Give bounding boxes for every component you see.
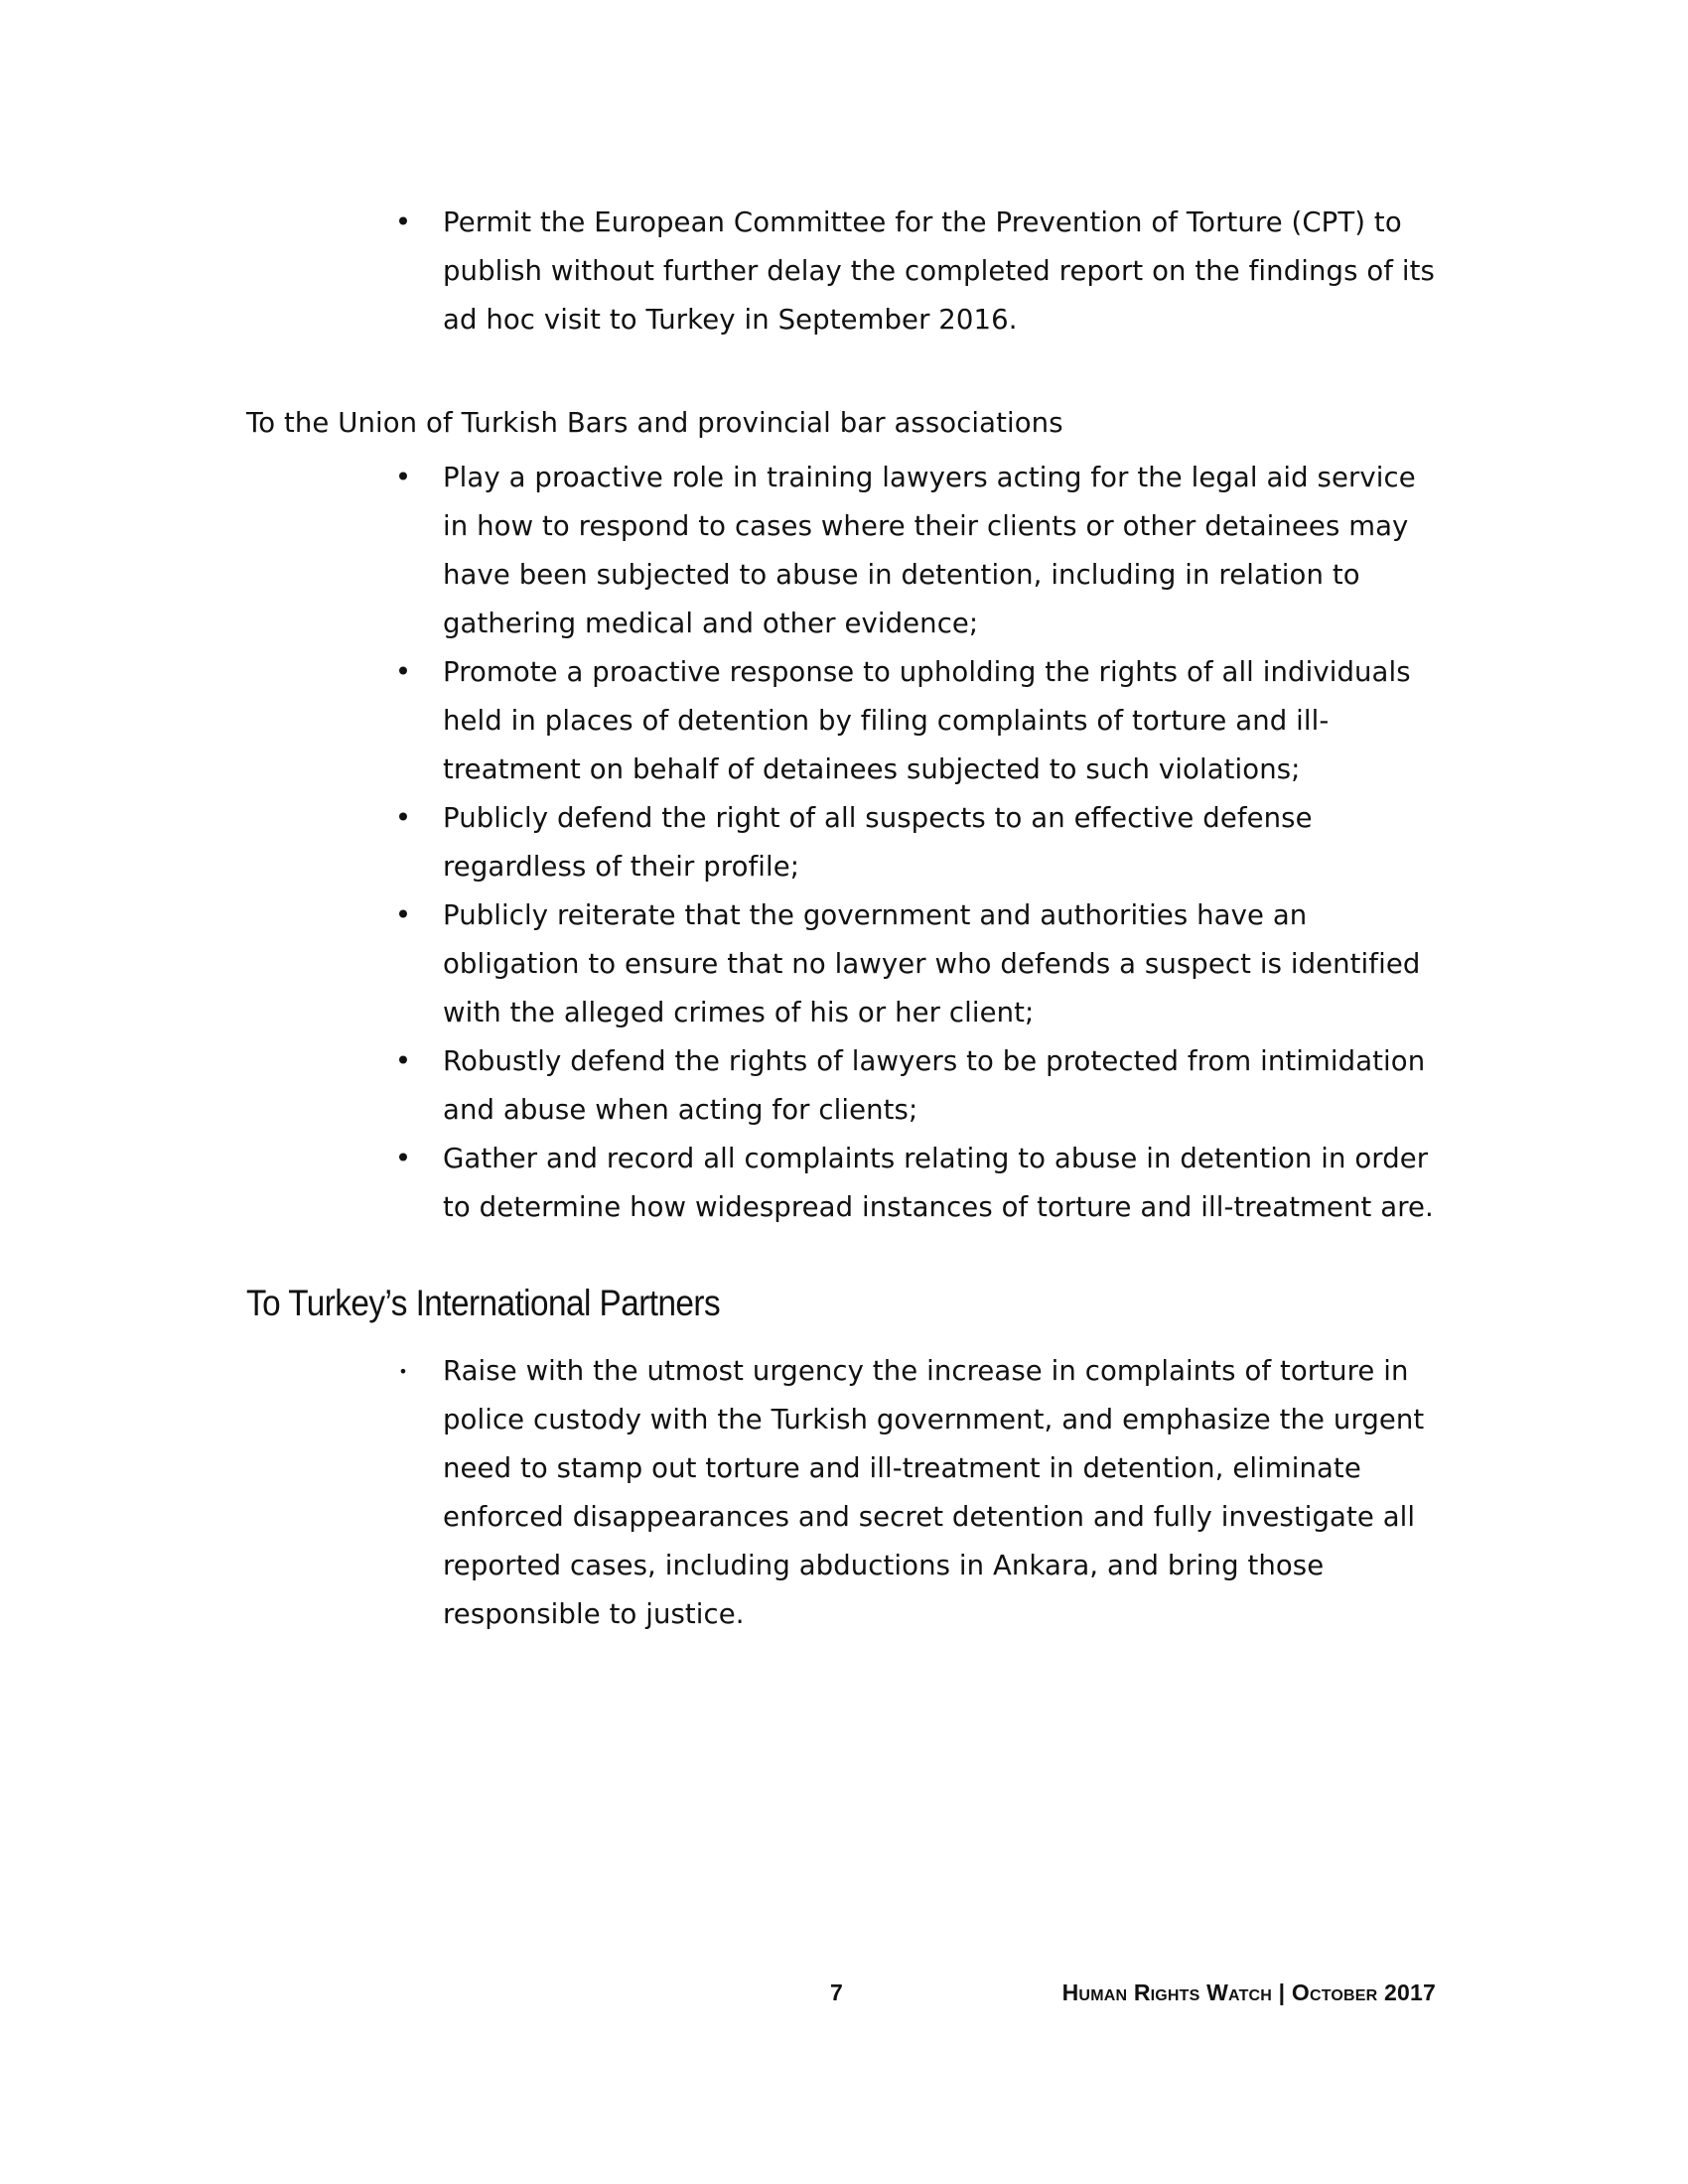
- bullet-icon: •: [394, 1045, 412, 1077]
- list-item: [394, 1135, 1436, 1232]
- list-item: [394, 454, 1436, 648]
- list-item: [394, 648, 1436, 794]
- bullet-icon: •: [398, 1362, 408, 1381]
- bar-associations-recommendation-list: [394, 454, 1436, 1232]
- bullet-icon: •: [394, 462, 412, 493]
- bullet-icon: •: [394, 1143, 412, 1174]
- list-item-text: Raise with the utmost urgency the increase in complaints of torture in police custody with the Turkish government, and emphasize the urgent need to stamp out torture and ill-treatment in detention, eliminate enforced disappearances and secret detention and fully investigate all reported cases, including abductions in Ankara, and bring those responsible to justice.: [443, 1355, 1425, 1630]
- footer-publication-label: Human Rights Watch | October 2017: [1061, 1979, 1436, 2005]
- list-item-text: Publicly defend the right of all suspects to an effective defense regardless of their profile;: [443, 802, 1313, 883]
- list-item: [394, 891, 1436, 1037]
- list-item: [398, 1347, 1436, 1639]
- list-item: [394, 1037, 1436, 1135]
- page-number: 7: [830, 1979, 843, 2005]
- section-heading: To Turkey’s International Partners: [246, 1283, 721, 1323]
- list-item-text: Gather and record all complaints relating to abuse in detention in order to determine how widespread instances of torture and ill-treatment are.: [443, 1143, 1434, 1223]
- list-item-text: Permit the European Committee for the Prevention of Torture (CPT) to publish without further delay the completed report on the findings of its ad hoc visit to Turkey in September 2016.: [443, 206, 1435, 336]
- list-item-text: Play a proactive role in training lawyers acting for the legal aid service in how to respond to cases where their clients or other detainees may have been subjected to abuse in detention, including in relation to gathering medical and other evidence;: [443, 462, 1416, 639]
- bullet-icon: •: [394, 899, 412, 931]
- bullet-icon: •: [394, 206, 412, 238]
- list-item: [394, 199, 1436, 344]
- list-item-text: Publicly reiterate that the government and authorities have an obligation to ensure that no lawyer who defends a suspect is identified with the alleged crimes of his or her client;: [443, 899, 1421, 1028]
- list-item-text: Promote a proactive response to upholding the rights of all individuals held in places of detention by filing complaints of torture and ill-treatment on behalf of detainees subjected to such violations;: [443, 656, 1411, 785]
- list-item-text: Robustly defend the rights of lawyers to be protected from intimidation and abuse when acting for clients;: [443, 1045, 1426, 1126]
- bar-associations-intro: To the Union of Turkish Bars and provincial bar associations: [246, 407, 1063, 439]
- list-item: [394, 794, 1436, 891]
- cpt-recommendation-list: [394, 199, 1436, 344]
- bullet-icon: •: [394, 802, 412, 834]
- bullet-icon: •: [394, 656, 412, 688]
- international-partners-recommendation-list: [398, 1347, 1436, 1639]
